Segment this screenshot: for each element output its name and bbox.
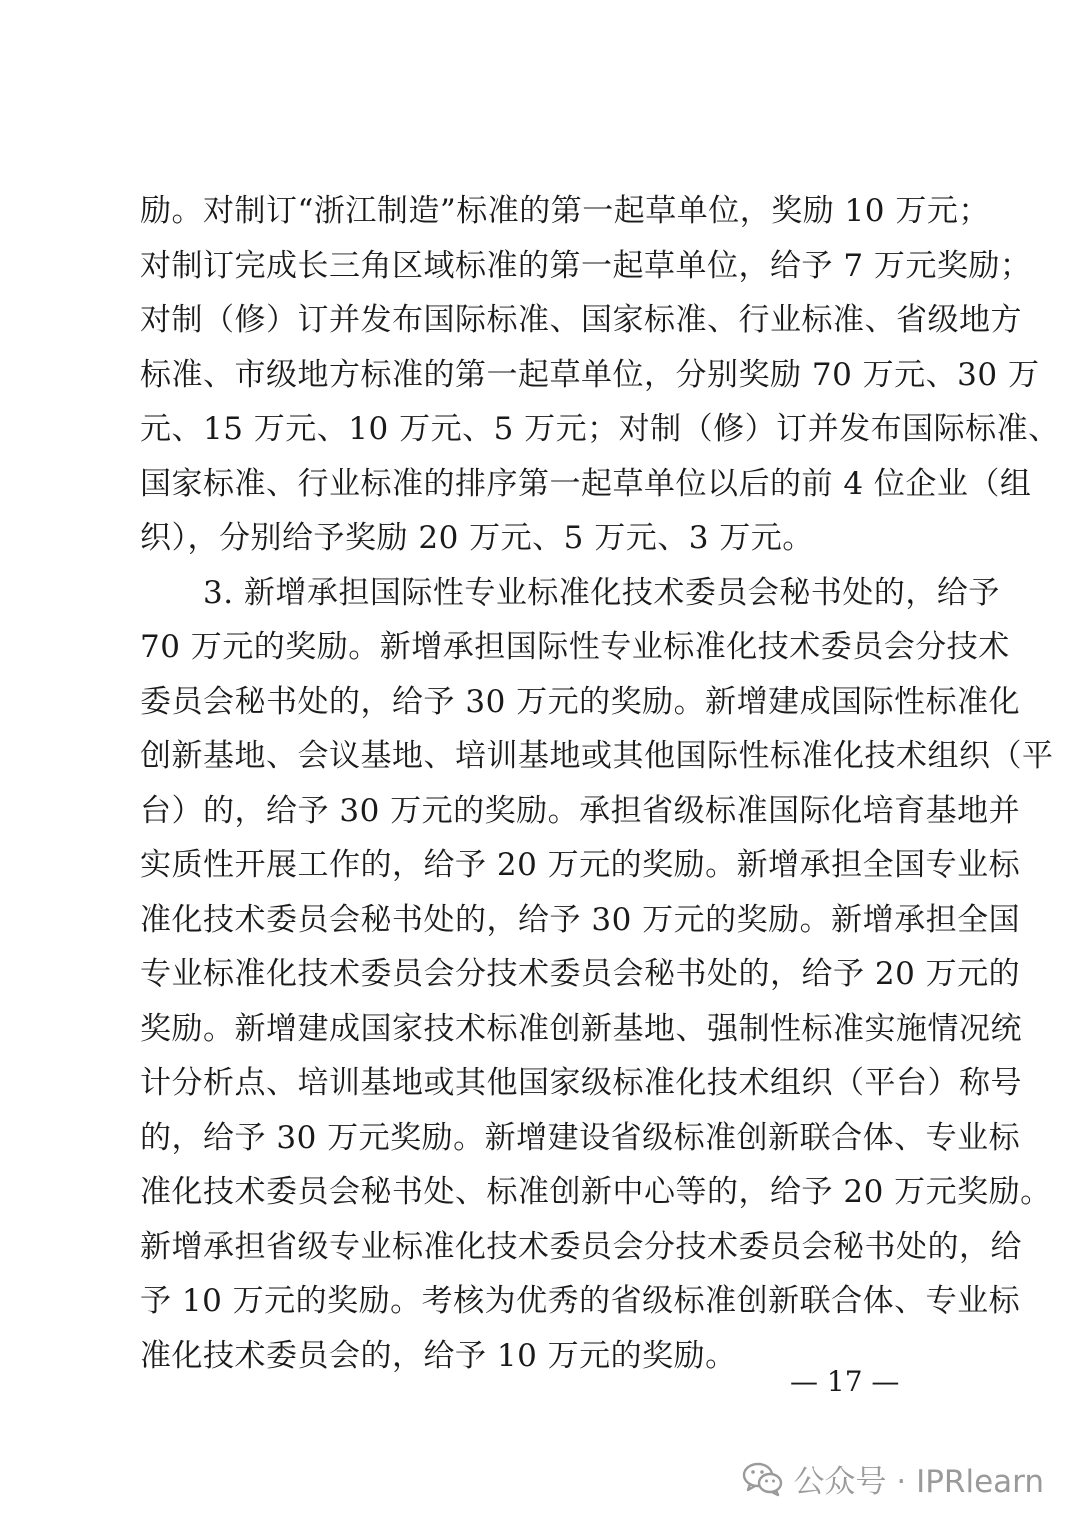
- text-line-17: 计分析点、培训基地或其他国家级标准化技术组织（平台）称号: [140, 1065, 1022, 1101]
- text-line-5: 元、15 万元、10 万元、5 万元；对制（修）订并发布国际标准、: [140, 411, 1060, 447]
- text-line-1: 励。对制订“浙江制造”标准的第一起草单位，奖励 10 万元；: [140, 193, 990, 229]
- text-line-13: 实质性开展工作的，给予 20 万元的奖励。新增承担全国专业标: [140, 847, 1021, 883]
- wechat-watermark: [742, 1456, 1044, 1501]
- text-line-4: 标准、市级地方标准的第一起草单位，分别奖励 70 万元、30 万: [140, 356, 1040, 393]
- text-line-21: 予 10 万元的奖励。考核为优秀的省级标准创新联合体、专业标: [140, 1283, 1021, 1319]
- text-line-19: 准化技术委员会秘书处、标准创新中心等的，给予 20 万元奖励。: [140, 1174, 1052, 1210]
- text-line-2: 对制订完成长三角区域标准的第一起草单位，给予 7 万元奖励；: [140, 247, 1032, 284]
- text-line-9: 70 万元的奖励。新增承担国际性专业标准化技术委员会分技术: [140, 629, 1010, 665]
- text-line-11: 创新基地、会议基地、培训基地或其他国际性标准化技术组织（平: [140, 738, 1054, 774]
- text-line-8: 3. 新增承担国际性专业标准化技术委员会秘书处的，给予: [140, 574, 1000, 611]
- text-line-7: 织），分别给予奖励 20 万元、5 万元、3 万元。: [140, 520, 814, 556]
- text-line-22: 准化技术委员会的，给予 10 万元的奖励。: [140, 1337, 737, 1374]
- text-line-6: 国家标准、行业标准的排序第一起草单位以后的前 4 位企业（组: [140, 465, 1032, 502]
- watermark-text: 公众号 · IPRlearn: [793, 1464, 1044, 1500]
- text-line-16: 奖励。新增建成国家技术标准创新基地、强制性标准实施情况统: [140, 1010, 1022, 1047]
- text-line-3: 对制（修）订并发布国际标准、国家标准、行业标准、省级地方: [140, 302, 1022, 338]
- document-body: [140, 184, 1060, 1383]
- text-line-10: 委员会秘书处的，给予 30 万元的奖励。新增建成国际性标准化: [140, 683, 1021, 720]
- page-number: — 17 —: [790, 1365, 900, 1398]
- text-line-12: 台）的，给予 30 万元的奖励。承担省级标准国际化培育基地并: [140, 792, 1021, 829]
- text-line-20: 新增承担省级专业标准化技术委员会分技术委员会秘书处的，给: [140, 1228, 1022, 1265]
- text-line-18: 的，给予 30 万元奖励。新增建设省级标准创新联合体、专业标: [140, 1119, 1021, 1156]
- text-line-14: 准化技术委员会秘书处的，给予 30 万元的奖励。新增承担全国: [140, 901, 1021, 938]
- text-line-15: 专业标准化技术委员会分技术委员会秘书处的，给予 20 万元的: [140, 956, 1021, 992]
- wechat-icon: [742, 1461, 784, 1497]
